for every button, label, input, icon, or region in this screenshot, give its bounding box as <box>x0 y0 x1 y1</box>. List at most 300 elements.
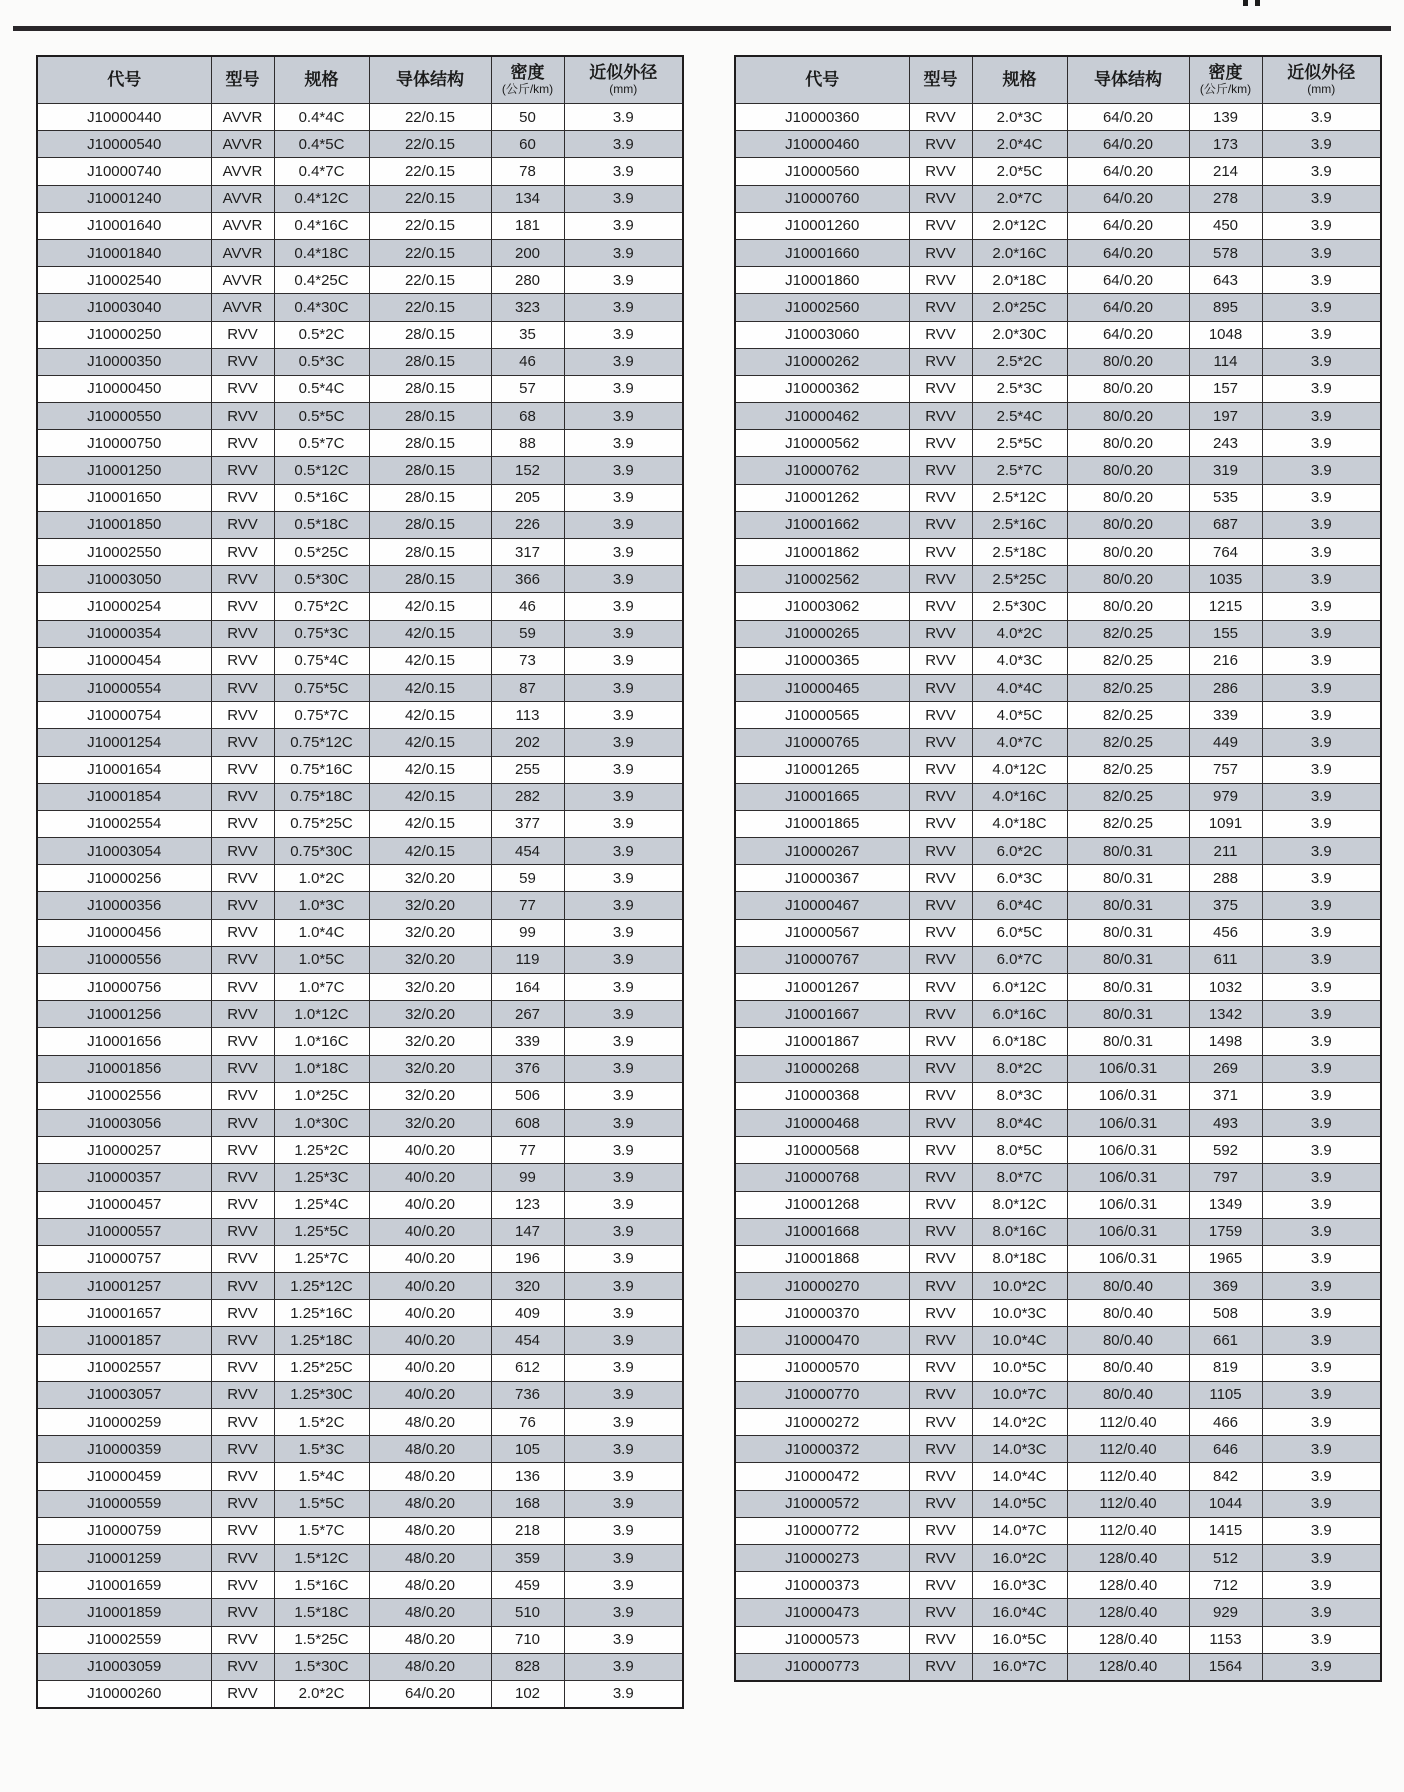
table-row <box>37 212 683 239</box>
cell-conductor: 80/0.31 <box>1067 865 1189 892</box>
cell-density: 317 <box>491 539 564 566</box>
cell-spec: 2.0*25C <box>972 294 1067 321</box>
table-row <box>735 1028 1381 1055</box>
cell-conductor: 32/0.20 <box>369 1109 491 1136</box>
table-row <box>735 1653 1381 1681</box>
cell-diameter: 3.9 <box>1262 1028 1381 1055</box>
cell-code: J10001862 <box>735 539 909 566</box>
cell-spec: 0.4*7C <box>274 158 369 185</box>
cable-spec-table-right <box>734 55 1382 1682</box>
cell-density: 592 <box>1189 1137 1262 1164</box>
column-header-spec: 规格 <box>972 56 1067 104</box>
cell-diameter: 3.9 <box>1262 1463 1381 1490</box>
table-row <box>735 104 1381 131</box>
table-row <box>37 892 683 919</box>
table-row <box>37 1082 683 1109</box>
cell-code: J10002540 <box>37 267 211 294</box>
cell-conductor: 22/0.15 <box>369 294 491 321</box>
cell-density: 78 <box>491 158 564 185</box>
cell-code: J10003050 <box>37 566 211 593</box>
cell-diameter: 3.9 <box>564 620 683 647</box>
cell-diameter: 3.9 <box>1262 974 1381 1001</box>
cell-density: 819 <box>1189 1354 1262 1381</box>
cell-spec: 0.75*16C <box>274 756 369 783</box>
cell-conductor: 80/0.31 <box>1067 1001 1189 1028</box>
cell-model: RVV <box>211 974 274 1001</box>
cell-model: RVV <box>909 620 972 647</box>
cell-code: J10001257 <box>37 1273 211 1300</box>
cell-code: J10000456 <box>37 919 211 946</box>
cell-density: 139 <box>1189 104 1262 131</box>
cell-code: J10001262 <box>735 484 909 511</box>
cell-spec: 10.0*4C <box>972 1327 1067 1354</box>
cell-spec: 0.5*18C <box>274 511 369 538</box>
table-row <box>735 1218 1381 1245</box>
cell-conductor: 80/0.20 <box>1067 375 1189 402</box>
cell-code: J10001260 <box>735 212 909 239</box>
table-row <box>37 1599 683 1626</box>
cell-diameter: 3.9 <box>564 1490 683 1517</box>
cell-conductor: 42/0.15 <box>369 783 491 810</box>
cell-code: J10000250 <box>37 321 211 348</box>
cell-spec: 1.25*2C <box>274 1137 369 1164</box>
table-row <box>37 1490 683 1517</box>
cell-density: 409 <box>491 1300 564 1327</box>
cell-model: RVV <box>211 865 274 892</box>
cell-spec: 0.5*12C <box>274 457 369 484</box>
cell-density: 456 <box>1189 919 1262 946</box>
cell-spec: 16.0*3C <box>972 1572 1067 1599</box>
cell-diameter: 3.9 <box>564 865 683 892</box>
cell-diameter: 3.9 <box>564 946 683 973</box>
table-row <box>37 1544 683 1571</box>
table-row <box>37 566 683 593</box>
cell-model: RVV <box>211 1327 274 1354</box>
cell-code: J10001665 <box>735 783 909 810</box>
header-row <box>37 56 683 104</box>
cell-conductor: 28/0.15 <box>369 457 491 484</box>
cell-spec: 0.75*18C <box>274 783 369 810</box>
cell-diameter: 3.9 <box>564 674 683 701</box>
table-row <box>735 674 1381 701</box>
cell-model: RVV <box>909 974 972 1001</box>
cell-code: J10003054 <box>37 838 211 865</box>
cell-code: J10000354 <box>37 620 211 647</box>
cell-density: 1349 <box>1189 1191 1262 1218</box>
table-row <box>37 674 683 701</box>
cell-diameter: 3.9 <box>564 511 683 538</box>
cell-diameter: 3.9 <box>564 1245 683 1272</box>
cell-model: RVV <box>211 702 274 729</box>
cell-spec: 1.5*18C <box>274 1599 369 1626</box>
cell-code: J10000459 <box>37 1463 211 1490</box>
cell-diameter: 3.9 <box>564 1273 683 1300</box>
cell-density: 1091 <box>1189 810 1262 837</box>
cell-diameter: 3.9 <box>1262 1327 1381 1354</box>
column-header-code: 代号 <box>735 56 909 104</box>
cell-model: RVV <box>211 756 274 783</box>
column-header-unit: (mm) <box>609 82 638 97</box>
column-header-unit: (公斤/km) <box>1199 82 1252 97</box>
table-row <box>37 375 683 402</box>
cell-conductor: 80/0.40 <box>1067 1327 1189 1354</box>
cell-model: AVVR <box>211 185 274 212</box>
cell-spec: 6.0*4C <box>972 892 1067 919</box>
cell-code: J10002554 <box>37 810 211 837</box>
table-row <box>735 647 1381 674</box>
cell-conductor: 80/0.20 <box>1067 566 1189 593</box>
cell-diameter: 3.9 <box>564 702 683 729</box>
cell-code: J10000370 <box>735 1300 909 1327</box>
cell-code: J10000470 <box>735 1327 909 1354</box>
cell-spec: 1.5*12C <box>274 1544 369 1571</box>
cell-code: J10001259 <box>37 1544 211 1571</box>
cell-density: 377 <box>491 810 564 837</box>
table-row <box>37 348 683 375</box>
cell-spec: 1.5*3C <box>274 1436 369 1463</box>
cell-model: RVV <box>909 1273 972 1300</box>
cell-model: AVVR <box>211 267 274 294</box>
table-row <box>37 1164 683 1191</box>
cell-model: RVV <box>211 1028 274 1055</box>
cell-model: RVV <box>909 729 972 756</box>
table-row <box>37 865 683 892</box>
cell-diameter: 3.9 <box>564 1218 683 1245</box>
cell-spec: 1.25*5C <box>274 1218 369 1245</box>
column-header-diameter: 近似外径 (mm) <box>564 56 683 104</box>
cell-model: RVV <box>909 375 972 402</box>
cell-diameter: 3.9 <box>564 1463 683 1490</box>
cell-density: 736 <box>491 1381 564 1408</box>
table-row <box>37 321 683 348</box>
cell-density: 1105 <box>1189 1381 1262 1408</box>
cell-code: J10000450 <box>37 375 211 402</box>
table-row <box>735 892 1381 919</box>
cell-density: 73 <box>491 647 564 674</box>
cell-code: J10003062 <box>735 593 909 620</box>
cell-diameter: 3.9 <box>564 974 683 1001</box>
cell-diameter: 3.9 <box>564 1082 683 1109</box>
cell-model: RVV <box>909 1191 972 1218</box>
cell-conductor: 106/0.31 <box>1067 1137 1189 1164</box>
cell-code: J10000454 <box>37 647 211 674</box>
cell-diameter: 3.9 <box>1262 348 1381 375</box>
cell-density: 1044 <box>1189 1490 1262 1517</box>
cell-code: J10000570 <box>735 1354 909 1381</box>
cell-conductor: 28/0.15 <box>369 375 491 402</box>
cell-conductor: 48/0.20 <box>369 1463 491 1490</box>
cell-diameter: 3.9 <box>564 1572 683 1599</box>
cell-density: 323 <box>491 294 564 321</box>
cell-model: RVV <box>211 729 274 756</box>
cell-code: J10000572 <box>735 1490 909 1517</box>
cell-model: RVV <box>211 511 274 538</box>
cell-diameter: 3.9 <box>1262 1381 1381 1408</box>
cell-model: RVV <box>211 1109 274 1136</box>
table-row <box>37 1572 683 1599</box>
cell-code: J10000368 <box>735 1082 909 1109</box>
cell-code: J10000550 <box>37 403 211 430</box>
cell-diameter: 3.9 <box>1262 1055 1381 1082</box>
cell-density: 168 <box>491 1490 564 1517</box>
table-row <box>735 566 1381 593</box>
cell-model: RVV <box>909 212 972 239</box>
cell-spec: 1.25*30C <box>274 1381 369 1408</box>
table-row <box>735 702 1381 729</box>
cell-diameter: 3.9 <box>564 321 683 348</box>
cell-model: RVV <box>909 348 972 375</box>
cell-density: 929 <box>1189 1599 1262 1626</box>
cell-code: J10000762 <box>735 457 909 484</box>
cell-conductor: 64/0.20 <box>1067 267 1189 294</box>
table-row <box>37 1409 683 1436</box>
cell-spec: 2.5*12C <box>972 484 1067 511</box>
cell-model: RVV <box>211 1082 274 1109</box>
cell-density: 359 <box>491 1544 564 1571</box>
table-row <box>37 974 683 1001</box>
cell-conductor: 80/0.40 <box>1067 1300 1189 1327</box>
cell-diameter: 3.9 <box>564 294 683 321</box>
cell-code: J10000272 <box>735 1409 909 1436</box>
cell-spec: 0.75*3C <box>274 620 369 647</box>
cell-model: RVV <box>909 1137 972 1164</box>
cell-code: J10000260 <box>37 1680 211 1708</box>
cell-code: J10001867 <box>735 1028 909 1055</box>
cell-diameter: 3.9 <box>1262 457 1381 484</box>
cell-diameter: 3.9 <box>1262 1218 1381 1245</box>
cell-density: 196 <box>491 1245 564 1272</box>
cell-spec: 0.5*25C <box>274 539 369 566</box>
cell-model: RVV <box>909 1572 972 1599</box>
cell-model: RVV <box>909 674 972 701</box>
cell-conductor: 42/0.15 <box>369 729 491 756</box>
cell-density: 282 <box>491 783 564 810</box>
table-row <box>735 321 1381 348</box>
table-row <box>735 1381 1381 1408</box>
cell-density: 102 <box>491 1680 564 1708</box>
cell-density: 216 <box>1189 647 1262 674</box>
cell-model: RVV <box>909 1109 972 1136</box>
cell-density: 243 <box>1189 430 1262 457</box>
cell-density: 255 <box>491 756 564 783</box>
cell-spec: 16.0*4C <box>972 1599 1067 1626</box>
cell-code: J10000557 <box>37 1218 211 1245</box>
cell-model: RVV <box>909 865 972 892</box>
cell-model: RVV <box>211 1381 274 1408</box>
cell-conductor: 80/0.40 <box>1067 1273 1189 1300</box>
cell-spec: 2.0*18C <box>972 267 1067 294</box>
cell-spec: 0.75*12C <box>274 729 369 756</box>
cell-density: 643 <box>1189 267 1262 294</box>
cell-model: RVV <box>909 484 972 511</box>
cell-code: J10000540 <box>37 131 211 158</box>
cell-diameter: 3.9 <box>1262 674 1381 701</box>
cell-density: 214 <box>1189 158 1262 185</box>
cell-density: 512 <box>1189 1544 1262 1571</box>
cell-spec: 4.0*3C <box>972 647 1067 674</box>
cell-code: J10000562 <box>735 430 909 457</box>
cell-density: 369 <box>1189 1273 1262 1300</box>
cell-density: 173 <box>1189 131 1262 158</box>
table-row <box>37 919 683 946</box>
cell-code: J10000462 <box>735 403 909 430</box>
cell-conductor: 64/0.20 <box>1067 131 1189 158</box>
table-row <box>735 1572 1381 1599</box>
cell-diameter: 3.9 <box>1262 212 1381 239</box>
cell-diameter: 3.9 <box>1262 729 1381 756</box>
cell-conductor: 64/0.20 <box>1067 321 1189 348</box>
table-row <box>735 131 1381 158</box>
table-row <box>735 484 1381 511</box>
table-row <box>37 539 683 566</box>
cell-density: 99 <box>491 1164 564 1191</box>
cable-spec-table-left <box>36 55 684 1709</box>
cell-spec: 4.0*2C <box>972 620 1067 647</box>
cell-model: RVV <box>909 838 972 865</box>
cell-model: RVV <box>909 1218 972 1245</box>
cell-code: J10001667 <box>735 1001 909 1028</box>
cell-model: RVV <box>211 1544 274 1571</box>
table-row <box>37 838 683 865</box>
cell-density: 895 <box>1189 294 1262 321</box>
cell-density: 339 <box>491 1028 564 1055</box>
cell-density: 77 <box>491 892 564 919</box>
cell-model: RVV <box>211 838 274 865</box>
table-row <box>735 1137 1381 1164</box>
cell-conductor: 82/0.25 <box>1067 756 1189 783</box>
cell-spec: 1.5*25C <box>274 1626 369 1653</box>
cell-model: RVV <box>211 348 274 375</box>
cell-model: RVV <box>909 131 972 158</box>
cell-code: J10001668 <box>735 1218 909 1245</box>
cell-diameter: 3.9 <box>1262 131 1381 158</box>
table-row <box>735 1354 1381 1381</box>
cell-density: 797 <box>1189 1164 1262 1191</box>
cell-conductor: 40/0.20 <box>369 1218 491 1245</box>
cell-density: 366 <box>491 566 564 593</box>
cell-conductor: 28/0.15 <box>369 511 491 538</box>
cell-model: RVV <box>909 321 972 348</box>
cell-code: J10000460 <box>735 131 909 158</box>
cell-model: RVV <box>909 1409 972 1436</box>
cell-diameter: 3.9 <box>564 158 683 185</box>
table-row <box>37 1137 683 1164</box>
cell-spec: 6.0*7C <box>972 946 1067 973</box>
cell-density: 113 <box>491 702 564 729</box>
cell-code: J10003059 <box>37 1653 211 1680</box>
cell-code: J10000357 <box>37 1164 211 1191</box>
cell-conductor: 80/0.20 <box>1067 403 1189 430</box>
cell-density: 375 <box>1189 892 1262 919</box>
cell-model: RVV <box>211 1137 274 1164</box>
cell-density: 59 <box>491 865 564 892</box>
cell-model: RVV <box>211 1055 274 1082</box>
cell-conductor: 32/0.20 <box>369 865 491 892</box>
column-header-conductor: 导体结构 <box>1067 56 1189 104</box>
cell-density: 68 <box>491 403 564 430</box>
table-row <box>37 158 683 185</box>
cell-conductor: 64/0.20 <box>1067 212 1189 239</box>
cell-conductor: 28/0.15 <box>369 566 491 593</box>
cell-diameter: 3.9 <box>1262 403 1381 430</box>
cell-diameter: 3.9 <box>564 729 683 756</box>
table-row <box>37 267 683 294</box>
cell-conductor: 80/0.20 <box>1067 511 1189 538</box>
cell-conductor: 80/0.20 <box>1067 539 1189 566</box>
cell-conductor: 32/0.20 <box>369 974 491 1001</box>
cell-spec: 1.5*30C <box>274 1653 369 1680</box>
cell-diameter: 3.9 <box>564 1626 683 1653</box>
cell-diameter: 3.9 <box>1262 1137 1381 1164</box>
cell-spec: 2.0*4C <box>972 131 1067 158</box>
cell-diameter: 3.9 <box>1262 647 1381 674</box>
cell-diameter: 3.9 <box>1262 1354 1381 1381</box>
cell-conductor: 80/0.31 <box>1067 974 1189 1001</box>
cell-spec: 4.0*4C <box>972 674 1067 701</box>
cell-model: RVV <box>909 1300 972 1327</box>
cell-model: RVV <box>909 1164 972 1191</box>
table-row <box>37 239 683 266</box>
cell-model: RVV <box>909 1381 972 1408</box>
cell-spec: 2.5*25C <box>972 566 1067 593</box>
cell-conductor: 22/0.15 <box>369 131 491 158</box>
cell-code: J10001662 <box>735 511 909 538</box>
cell-conductor: 22/0.15 <box>369 212 491 239</box>
cell-conductor: 64/0.20 <box>1067 185 1189 212</box>
cell-model: RVV <box>909 104 972 131</box>
cell-code: J10001254 <box>37 729 211 756</box>
cell-model: RVV <box>909 403 972 430</box>
cell-model: AVVR <box>211 131 274 158</box>
cell-conductor: 42/0.15 <box>369 674 491 701</box>
cell-code: J10000750 <box>37 430 211 457</box>
cell-model: RVV <box>211 593 274 620</box>
cell-code: J10002557 <box>37 1354 211 1381</box>
cropped-glyph <box>1255 0 1260 6</box>
cell-conductor: 32/0.20 <box>369 919 491 946</box>
cell-model: RVV <box>211 375 274 402</box>
cell-density: 59 <box>491 620 564 647</box>
cell-model: RVV <box>211 1572 274 1599</box>
table-row <box>37 1354 683 1381</box>
table-row <box>37 593 683 620</box>
cell-code: J10000267 <box>735 838 909 865</box>
cell-density: 181 <box>491 212 564 239</box>
table-row <box>37 511 683 538</box>
cell-spec: 14.0*2C <box>972 1409 1067 1436</box>
cell-spec: 8.0*3C <box>972 1082 1067 1109</box>
cell-code: J10000554 <box>37 674 211 701</box>
cell-density: 1759 <box>1189 1218 1262 1245</box>
cell-diameter: 3.9 <box>1262 1191 1381 1218</box>
cell-density: 578 <box>1189 239 1262 266</box>
cell-code: J10001250 <box>37 457 211 484</box>
cell-model: RVV <box>211 647 274 674</box>
cell-conductor: 112/0.40 <box>1067 1463 1189 1490</box>
cell-density: 450 <box>1189 212 1262 239</box>
cell-density: 123 <box>491 1191 564 1218</box>
cell-diameter: 3.9 <box>564 348 683 375</box>
top-rule-divider <box>13 26 1391 31</box>
cell-density: 842 <box>1189 1463 1262 1490</box>
cell-spec: 0.75*7C <box>274 702 369 729</box>
cell-code: J10002556 <box>37 1082 211 1109</box>
cell-model: RVV <box>211 539 274 566</box>
cell-model: RVV <box>211 919 274 946</box>
cell-model: RVV <box>909 1436 972 1463</box>
cell-conductor: 82/0.25 <box>1067 620 1189 647</box>
cell-spec: 16.0*7C <box>972 1653 1067 1681</box>
